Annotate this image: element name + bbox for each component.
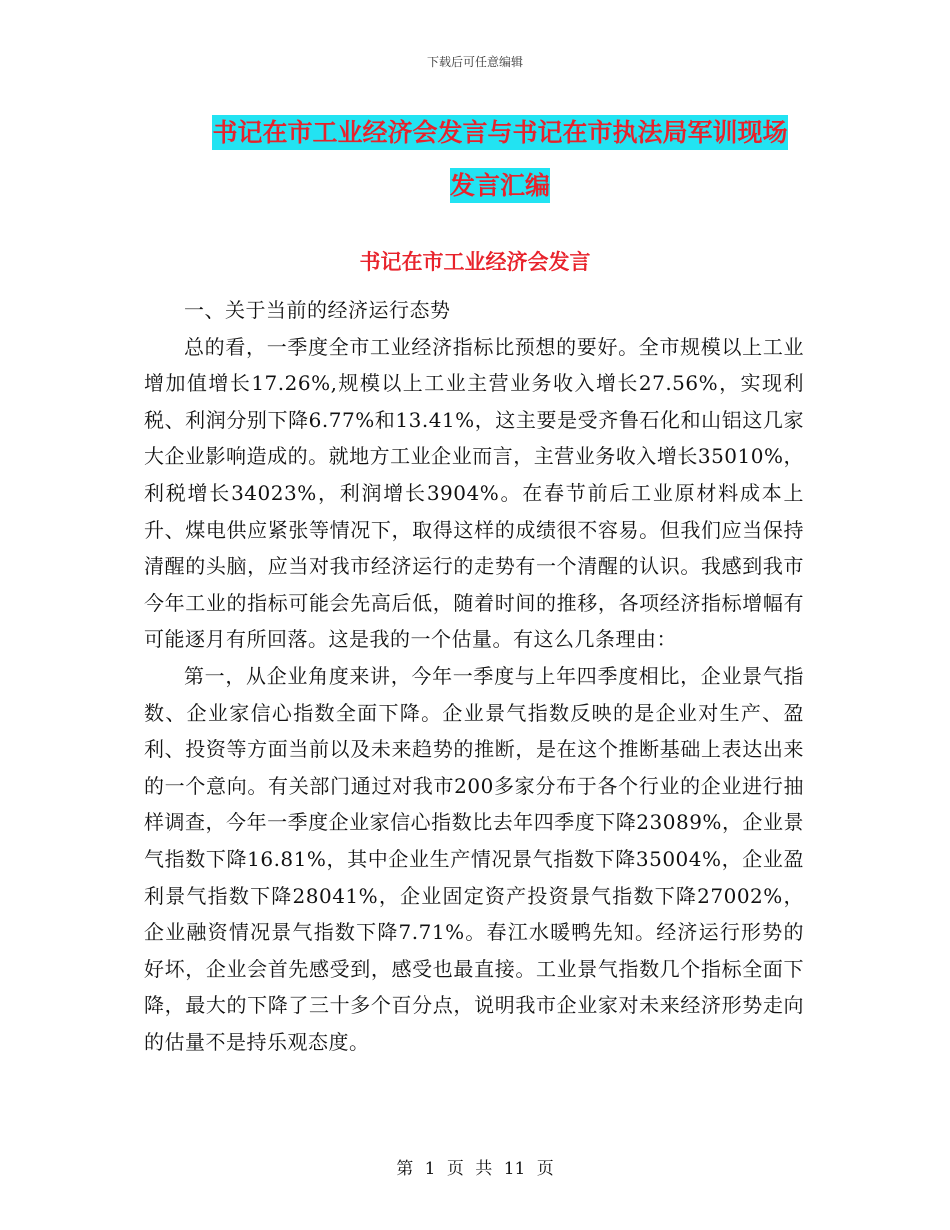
paragraph-2: 第一，从企业角度来讲，今年一季度与上年四季度相比，企业景气指数、企业家信心指数全面下降。企业景气指数反映的是企业对生产、盈利、投资等方面当前以及未来趋势的推断，是在这个推断基础上表达出来的一个意向。有关部门通过对我市200多家分布于各个行业的企业进行抽样调查，今年一季度企业家信心指数比去年四季度下降23089%，企业景气指数下降16.81%，其中企业生产情况景气指数下降35004%，企业盈利景气指数下降28041%，企业固定资产投资景气指数下降27002%，企业融资情况景气指数下降7.71%。春江水暖鸭先知。经济运行形势的好坏，企业会首先感受到，感受也最直接。工业景气指数几个指标全面下降，最大的下降了三十多个百分点，说明我市企业家对未来经济形势走向的估量不是持乐观态度。 xyxy=(144,663,804,1054)
document-title-line-2: 发言汇编 xyxy=(450,168,550,203)
document-body xyxy=(144,292,804,1060)
section-heading-1: 一、关于当前的经济运行态势 xyxy=(184,298,451,322)
document-title xyxy=(130,108,870,214)
paragraph-1: 总的看，一季度全市工业经济指标比预想的要好。全市规模以上工业增加值增长17.26%,规模以上工业主营业务收入增长27.56%，实现利税、利润分别下降6.77%和13.41%，这主要是受齐鲁石化和山铝这几家大企业影响造成的。就地方工业企业而言，主营业务收入增长35010%，利税增长34023%，利润增长3904%。在春节前后工业原材料成本上升、煤电供应紧张等情况下，取得这样的成绩很不容易。但我们应当保持清醒的头脑，应当对我市经济运行的走势有一个清醒的认识。我感到我市今年工业的指标可能会先高后低，随着时间的推移，各项经济指标增幅有可能逐月有所回落。这是我的一个估量。有这么几条理由： xyxy=(144,334,804,652)
section-title: 书记在市工业经济会发言 xyxy=(359,250,591,274)
page-header-note: 下载后可任意编辑 xyxy=(426,55,523,69)
document-title-line-1: 书记在市工业经济会发言与书记在市执法局军训现场 xyxy=(212,115,787,150)
page-number-footer: 第 1 页 共 11 页 xyxy=(396,1159,554,1179)
